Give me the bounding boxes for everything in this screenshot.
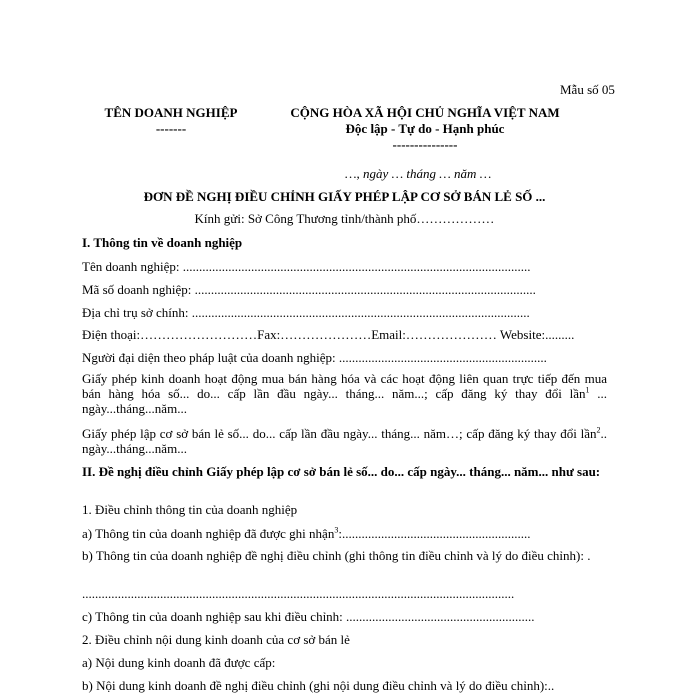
item-1-heading: 1. Điều chỉnh thông tin của doanh nghiệp — [82, 502, 298, 517]
retail-license-text: Giấy phép lập cơ sở bán lẻ số... do... cấp lần đầu ngày... tháng... năm…; cấp đăng ký thay đổi lần — [82, 426, 597, 441]
company-name-line: Tên doanh nghiệp: ........................................................................................................... — [82, 259, 531, 274]
recipient-line: Kính gửi: Sở Công Thương tỉnh/thành phố……………… — [194, 211, 495, 226]
legal-representative-line: Người đại diện theo pháp luật của doanh nghiệp: ................................................................ — [82, 350, 547, 365]
item-2-heading: 2. Điều chỉnh nội dung kinh doanh của cơ sở bán lẻ — [82, 632, 350, 647]
item-1c-line: c) Thông tin của doanh nghiệp sau khi điều chỉnh: .......................................................... — [82, 609, 535, 624]
item-1b-dotted-line: ..................................................................................................................................... — [82, 586, 515, 601]
section-1-heading: I. Thông tin về doanh nghiệp — [82, 235, 243, 250]
company-label: TÊN DOANH NGHIỆP — [104, 105, 238, 120]
item-2a-line: a) Nội dung kinh doanh đã được cấp: — [82, 655, 276, 670]
footnote-ref-1: 1 — [585, 385, 590, 395]
form-number: Mẫu số 05 — [560, 82, 615, 97]
date-line: …, ngày … tháng … năm … — [345, 166, 492, 181]
business-license-paragraph — [82, 371, 607, 416]
footnote-ref-3: 3 — [334, 525, 339, 535]
item-1a-text: a) Thông tin của doanh nghiệp đã được ghi nhận — [82, 526, 335, 541]
footnote-ref-2: 2 — [596, 425, 601, 435]
document-title: ĐƠN ĐỀ NGHỊ ĐIỀU CHỈNH GIẤY PHÉP LẬP CƠ SỞ BÁN LẺ SỐ ... — [143, 189, 546, 204]
business-license-text: Giấy phép kinh doanh hoạt động mua bán hàng hóa và các hoạt động liên quan trực tiếp đến mua bán hàng hóa số... do... cấp lần đầu ngày... tháng... năm...; cấp đăng ký thay đổi lần — [82, 371, 607, 401]
motto: Độc lập - Tự do - Hạnh phúc — [345, 121, 505, 136]
address-line: Địa chỉ trụ sở chính: ........................................................................................................ — [82, 305, 530, 320]
item-1b-paragraph: b) Thông tin của doanh nghiệp đề nghị điều chỉnh (ghi thông tin điều chỉnh và lý do điều chỉnh): . — [82, 548, 591, 563]
item-2b-line: b) Nội dung kinh doanh đề nghị điều chỉnh (ghi nội dung điều chỉnh và lý do điều chỉnh):.. — [82, 678, 555, 693]
item-1a-dots: :.......................................................... — [338, 526, 531, 541]
republic-heading: CỘNG HÒA XÃ HỘI CHỦ NGHĨA VIỆT NAM — [290, 105, 560, 120]
item-1a-line — [82, 526, 530, 542]
company-separator: ------- — [155, 121, 187, 136]
motto-separator: --------------- — [392, 137, 458, 152]
retail-license-text-end: .. ngày...tháng...năm... — [82, 426, 607, 456]
section-2-heading: II. Đề nghị điều chỉnh Giấy phép lập cơ sở bán lẻ số... do... cấp ngày... tháng... năm... như sau: — [82, 464, 601, 479]
tax-code-line: Mã số doanh nghiệp: ......................................................................................................... — [82, 282, 536, 297]
phone-fax-email-line: Điện thoại:………………………Fax:…………………Email:………………… Website:......... — [82, 327, 575, 342]
retail-license-paragraph — [82, 426, 607, 456]
business-license-text-end: ... ngày...tháng...năm... — [82, 386, 607, 416]
